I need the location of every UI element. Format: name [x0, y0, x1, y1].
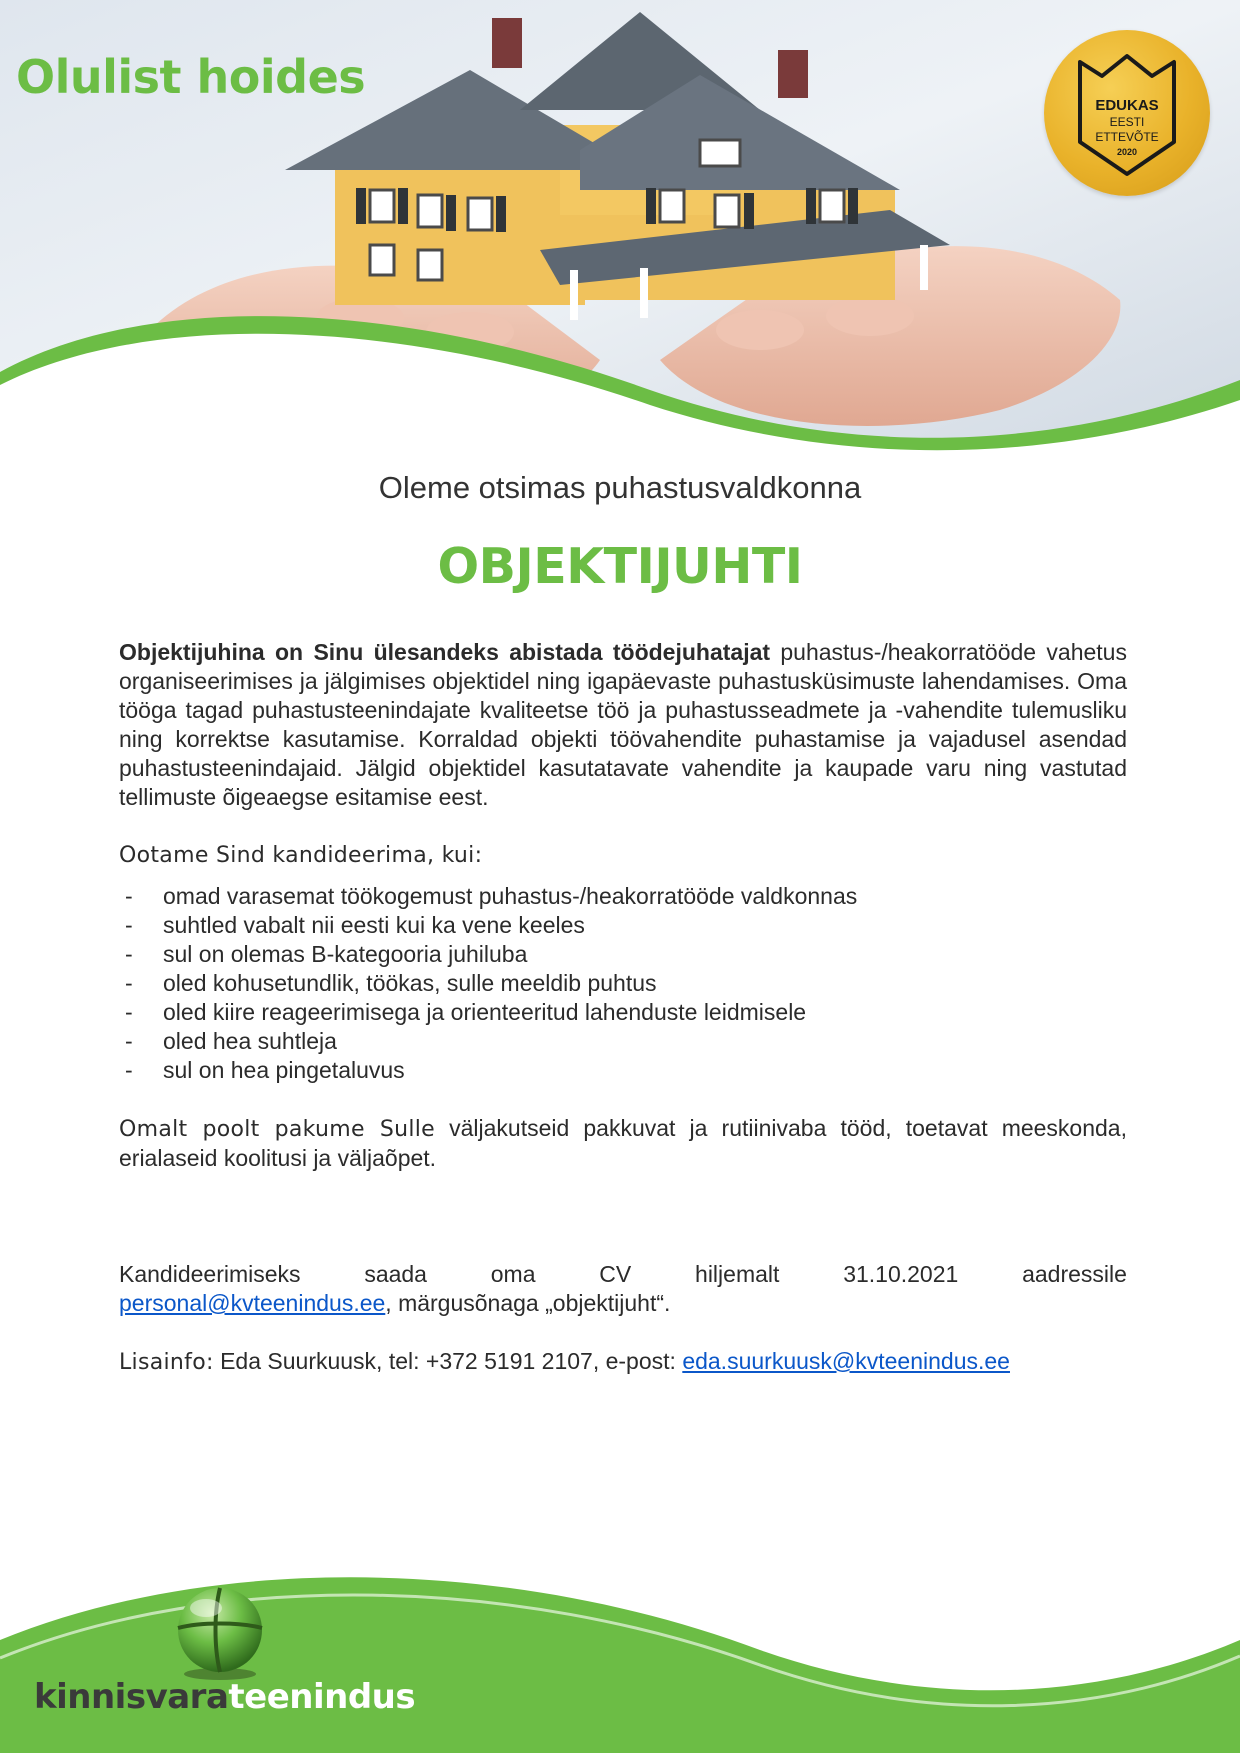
apply-word: aadressile [1022, 1261, 1127, 1287]
description-lead: Objektijuhina on Sinu ülesandeks abistada töödejuhatajat [119, 639, 771, 665]
brand-dark-part: kinnisvara [34, 1677, 229, 1717]
badge-line-2: EESTI [1109, 115, 1145, 129]
list-item-text: oled hea suhtleja [163, 1028, 337, 1054]
kinnisvarateenindus-logo-icon [170, 1582, 270, 1682]
apply-word: saada [364, 1261, 427, 1287]
badge-line-3: ETTEVÕTE [1095, 130, 1159, 144]
badge-year: 2020 [1116, 147, 1138, 157]
contact-info [119, 1347, 1127, 1377]
list-item [119, 969, 1127, 998]
job-description-body [119, 638, 1127, 1377]
apply-word: Kandideerimiseks [119, 1261, 301, 1287]
list-item-text: oled kiire reageerimisega ja orienteeritud lahenduste leidmisele [163, 999, 807, 1025]
dash-bullet: - [125, 1028, 133, 1054]
application-instructions [119, 1260, 1127, 1318]
dash-bullet: - [125, 883, 133, 909]
header-banner [0, 0, 1240, 470]
offer-lead: Omalt poolt pakume Sulle [119, 1117, 435, 1142]
list-item [119, 1056, 1127, 1085]
requirements-heading: Ootame Sind kandideerima, kui: [119, 843, 483, 868]
requirements-list [119, 882, 1127, 1085]
list-item [119, 911, 1127, 940]
intro-heading: Oleme otsimas puhastusvaldkonna [378, 470, 862, 505]
offer-text: väljakutseid pakkuvat ja rutiinivaba tööd, toetavat meeskonda, erialaseid koolitusi ja väljaõpet. [119, 1115, 1127, 1171]
dash-bullet: - [125, 999, 133, 1025]
list-item-text: omad varasemat töökogemust puhastus-/heakorratööde valdkonnas [163, 883, 858, 909]
edukas-ettevote-badge [1044, 30, 1210, 196]
contact-lead: Lisainfo: [119, 1350, 214, 1375]
apply-word: oma [490, 1261, 536, 1287]
application-email-line [119, 1289, 1127, 1318]
list-item-text: oled kohusetundlik, töökas, sulle meeldib puhtus [163, 970, 657, 996]
list-item [119, 882, 1127, 911]
list-item-text: sul on olemas B-kategooria juhiluba [163, 941, 528, 967]
apply-word: hiljemalt [695, 1261, 780, 1287]
list-item [119, 940, 1127, 969]
footer-banner [0, 1540, 1240, 1753]
offer-paragraph [119, 1114, 1127, 1173]
description-paragraph [119, 638, 1127, 812]
tagline: Olulist hoides [16, 50, 366, 104]
application-line [119, 1260, 1127, 1289]
personal-email-link[interactable]: personal@kvteenindus.ee [119, 1290, 386, 1316]
list-item-text: sul on hea pingetaluvus [163, 1057, 405, 1083]
contact-email-link[interactable]: eda.suurkuusk@kvteenindus.ee [682, 1348, 1010, 1374]
brand-wordmark [34, 1677, 415, 1717]
list-item-text: suhtled vabalt nii eesti kui ka vene keeles [163, 912, 585, 938]
job-title: OBJEKTIJUHTI [437, 538, 803, 595]
description-text: puhastus-/heakorratööde vahetus organiseerimises ja jälgimises objektidel ning igapäevaste puhastusküsimuste lahendamises. Oma tööga tagad puhastusteenindajate kvaliteetse töö ja puhastusseadmete ja -vahendite tulemusliku ning korrektse kasutamise. Korraldad objekti töövahendite puhastamise ja vajadusel asendad puhastusteenindajaid. Jälgid objektidel kasutatavate vahendite ja kaupade varu ning vastutad tellimuste õigeaegse esitamise eest. [119, 639, 1127, 810]
list-item [119, 1027, 1127, 1056]
contact-text: Eda Suurkuusk, tel: +372 5191 2107, e-post: [213, 1348, 683, 1374]
application-suffix: , märgusõnaga „objektijuht“. [385, 1290, 671, 1316]
dash-bullet: - [125, 970, 133, 996]
apply-word: CV [599, 1261, 632, 1287]
list-item [119, 998, 1127, 1027]
dash-bullet: - [125, 941, 133, 967]
dash-bullet: - [125, 912, 133, 938]
badge-line-1: EDUKAS [1095, 97, 1159, 114]
apply-deadline: 31.10.2021 [843, 1261, 959, 1287]
dash-bullet: - [125, 1057, 133, 1083]
brand-light-part: teenindus [228, 1677, 416, 1717]
